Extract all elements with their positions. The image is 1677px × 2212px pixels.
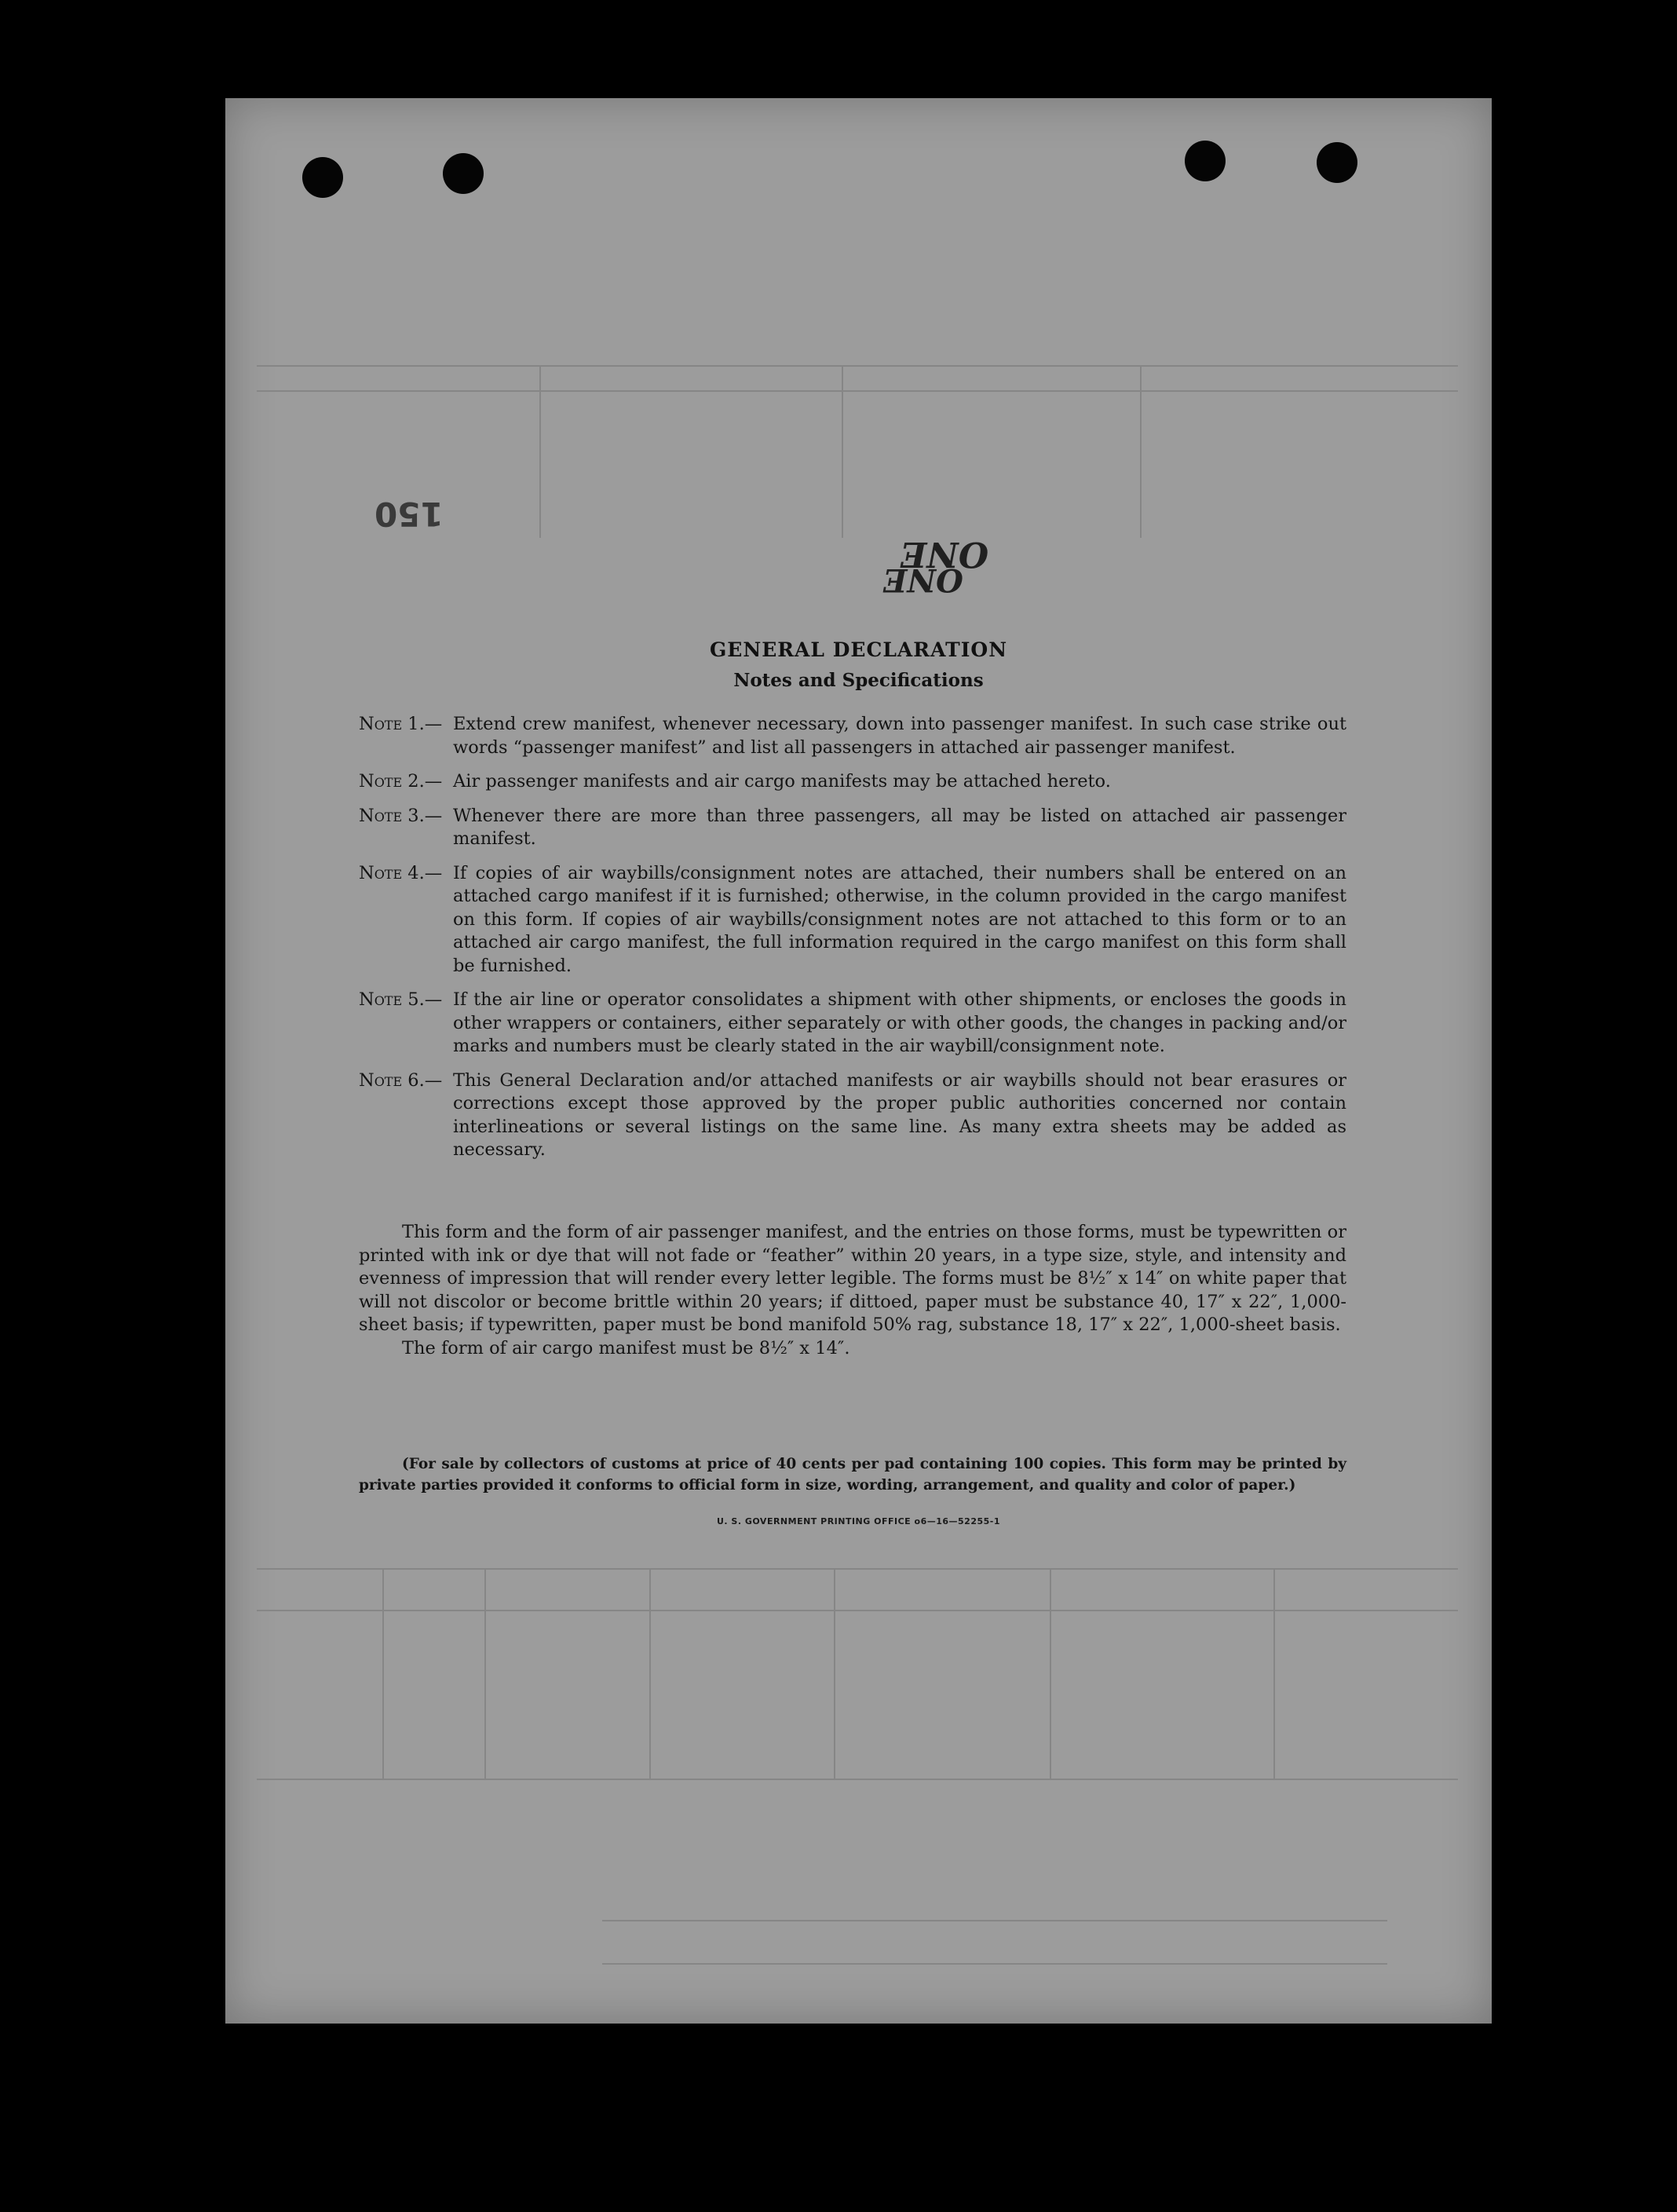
note-label: Note 4.— xyxy=(359,862,443,883)
bleed-line xyxy=(1140,365,1142,538)
specifications-paragraph xyxy=(359,1221,1346,1360)
note-text: Air passenger manifests and air cargo manifests may be attached hereto. xyxy=(453,771,1111,792)
sale-note: (For sale by collectors of customs at price of 40 cents per pad containing 100 copies. This form may be printed by private parties provided it conforms to official form in size, wording, arrangement, and quality and color of paper.) xyxy=(359,1456,1346,1494)
bleed-line xyxy=(539,365,541,538)
note-text: This General Declaration and/or attached manifests or air waybills should not bear erasures or corrections except those approved by the proper public authorities concerned nor contain interlineations or several listings on the same line. As many extra sheets may be added as necessary. xyxy=(453,1069,1346,1160)
bleed-line xyxy=(257,1779,1458,1780)
page-title: GENERAL DECLARATION xyxy=(709,638,1008,661)
note-text: Whenever there are more than three passengers, all may be listed on attached air passenger manifest. xyxy=(453,805,1346,849)
handwritten-annotation: ONE xyxy=(883,561,963,598)
punch-hole xyxy=(1317,142,1357,183)
punch-hole xyxy=(443,153,484,194)
bleed-line xyxy=(602,1920,1387,1921)
note-label: Note 2.— xyxy=(359,771,443,792)
printing-office-line: U. S. GOVERNMENT PRINTING OFFICE o6—16—52255-1 xyxy=(716,1516,1001,1526)
bleed-line xyxy=(257,365,1458,367)
note-label: Note 6.— xyxy=(359,1069,443,1091)
page-subtitle: Notes and Specifications xyxy=(733,670,984,691)
note-item xyxy=(359,713,1346,759)
handwritten-annotation: ONE xyxy=(901,534,989,574)
notes-list xyxy=(359,713,1346,1173)
note-label: Note 1.— xyxy=(359,714,443,734)
note-item xyxy=(359,989,1346,1058)
punch-hole xyxy=(1185,141,1226,181)
bleed-line xyxy=(649,1568,651,1779)
punch-hole xyxy=(302,157,343,198)
bleed-line xyxy=(257,1568,1458,1570)
bleed-line xyxy=(382,1568,384,1779)
paragraph-text-last: The form of air cargo manifest must be 8½″ x 14″. xyxy=(402,1337,850,1358)
note-item xyxy=(359,805,1346,851)
note-label: Note 3.— xyxy=(359,805,443,826)
bleed-line xyxy=(1050,1568,1051,1779)
paragraph-text: This form and the form of air passenger manifest, and the entries on those forms, must be typewritten or printed with ink or dye that will not fade or “feather” within 20 years, in a type size, style, and intensity and evenness of impression that will render every letter legible. The forms must be 8½″ x 14″ on white paper that will not discolor or become brittle within 20 years; if dittoed, paper must be substance 40, 17″ x 22″, 1,000-sheet basis; if typewritten, paper must be bond manifold 50% rag, substance 18, 17″ x 22″, 1,000-sheet basis. xyxy=(359,1222,1346,1335)
bleed-line xyxy=(602,1963,1387,1965)
note-text: If copies of air waybills/consignment notes are attached, their numbers shall be entered on an attached cargo manifest if it is furnished; otherwise, in the column provided in the cargo manifest on this form. If copies of air waybills/consignment notes are not attached to this form or to an attached air cargo manifest, the full information required in the cargo manifest on this form shall be furnished. xyxy=(453,862,1346,976)
stamp-number: 150 xyxy=(374,495,444,533)
bleed-line xyxy=(842,365,843,538)
note-item xyxy=(359,1069,1346,1162)
bleed-line xyxy=(834,1568,835,1779)
bleed-line xyxy=(1273,1568,1275,1779)
document-page xyxy=(225,98,1492,2024)
note-text: Extend crew manifest, whenever necessary, down into passenger manifest. In such case strike out words “passenger manifest” and list all passengers in attached air passenger manifest. xyxy=(453,714,1346,758)
note-label: Note 5.— xyxy=(359,989,443,1010)
bleed-line xyxy=(257,390,1458,392)
note-text: If the air line or operator consolidates a shipment with other shipments, or encloses the goods in other wrappers or containers, either separately or with other goods, the changes in packing and/or marks and numbers must be clearly stated in the air waybill/consignment note. xyxy=(453,989,1346,1056)
bleed-line xyxy=(257,1610,1458,1611)
note-item xyxy=(359,770,1346,794)
note-item xyxy=(359,862,1346,978)
bleed-line xyxy=(484,1568,486,1779)
